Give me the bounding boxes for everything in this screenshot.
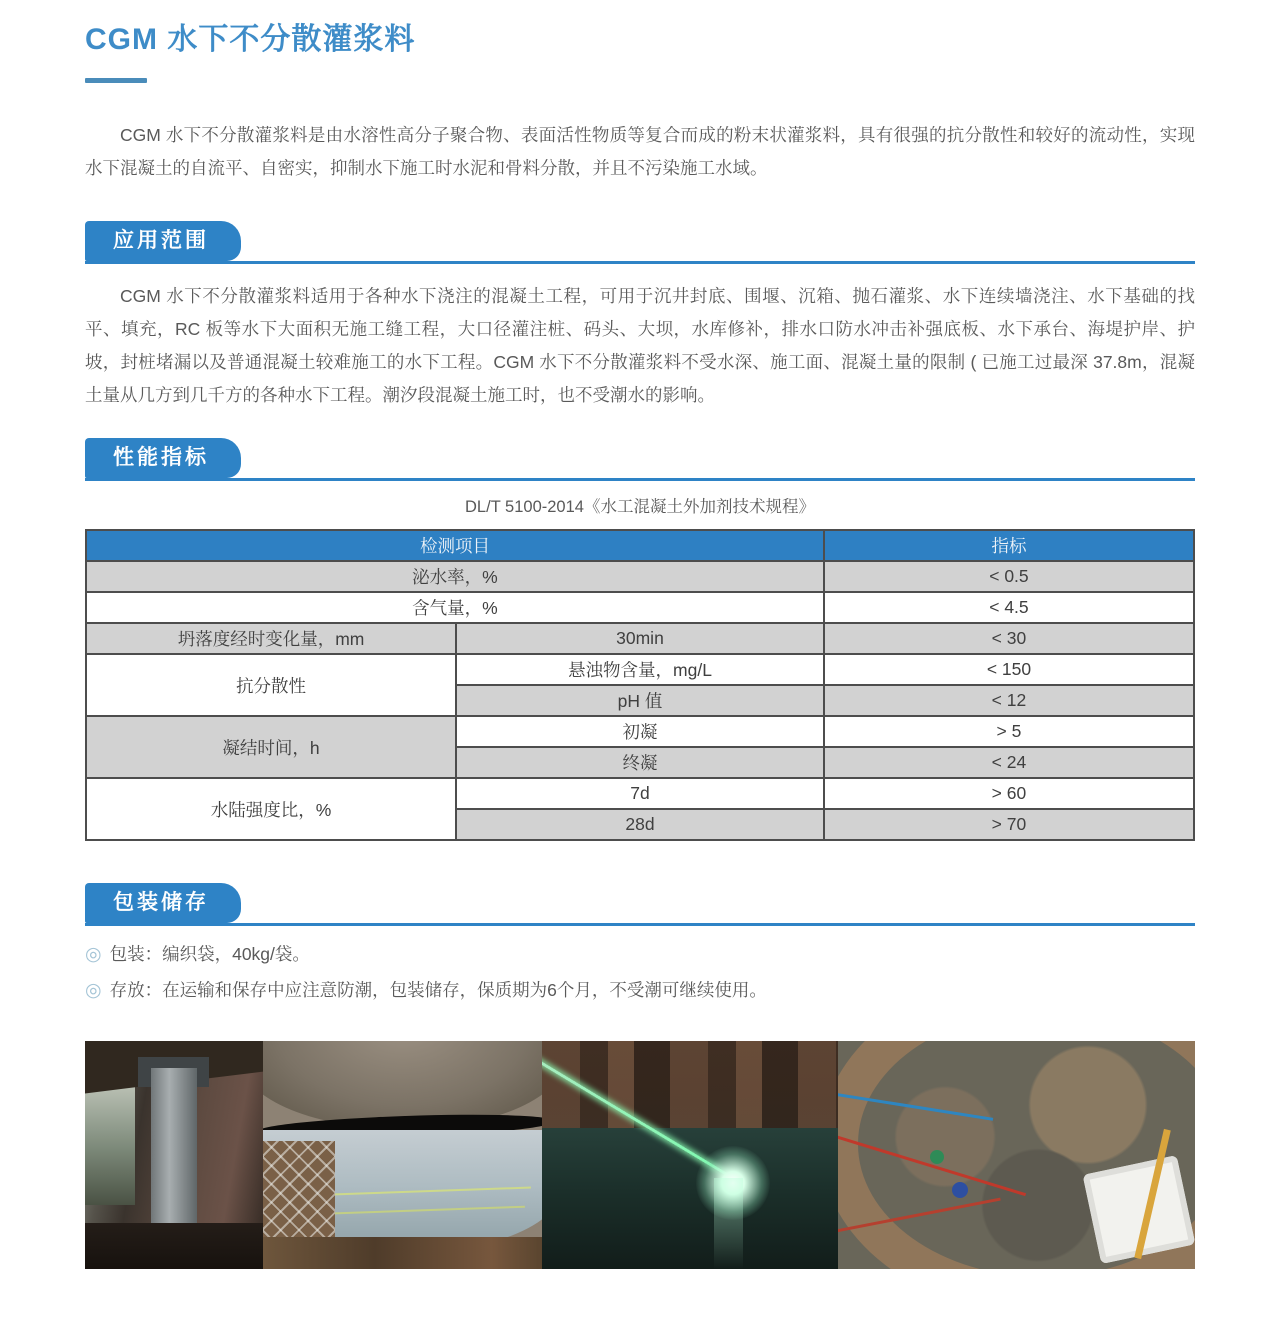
table-cell: 28d — [456, 809, 824, 840]
table-cell: 30min — [456, 623, 824, 654]
standard-caption: DL/T 5100-2014《水工混凝土外加剂技术规程》 — [465, 498, 815, 516]
col-header-index: 指标 — [824, 530, 1194, 561]
performance-table — [85, 529, 1195, 841]
section-head-packaging — [85, 883, 1195, 926]
table-row — [86, 716, 1194, 747]
table-row — [86, 561, 1194, 592]
table-cell: > 70 — [824, 809, 1194, 840]
table-cell: < 0.5 — [824, 561, 1194, 592]
table-cell: 凝结时间，h — [86, 716, 456, 778]
performance-heading-badge: 性能指标 — [85, 438, 241, 478]
table-cell: < 24 — [824, 747, 1194, 778]
bullet-text: 包装：编织袋，40kg/袋。 — [109, 944, 310, 964]
table-row — [86, 623, 1194, 654]
photo-detail — [263, 1237, 543, 1269]
table-cell: < 4.5 — [824, 592, 1194, 623]
photo-detail — [542, 1041, 837, 1128]
table-cell: 含气量，% — [86, 592, 824, 623]
table-cell: > 5 — [824, 716, 1194, 747]
table-cell: < 12 — [824, 685, 1194, 716]
intro-paragraph: CGM 水下不分散灌浆料是由水溶性高分子聚合物、表面活性物质等复合而成的粉末状灌浆料，具有很强的抗分散性和较好的流动性，实现水下混凝土的自流平、自密实，抑制水下施工时水泥和骨料分散，并且不污染施工水域。 — [85, 125, 1195, 178]
list-item — [85, 978, 1195, 1003]
table-cell: > 60 — [824, 778, 1194, 809]
photo-detail — [714, 1178, 744, 1269]
table-cell: pH 值 — [456, 685, 824, 716]
ring-bullet-icon: ◎ — [85, 980, 102, 1001]
table-cell: 终凝 — [456, 747, 824, 778]
ring-bullet-icon: ◎ — [85, 944, 102, 965]
application-heading-badge: 应用范围 — [85, 221, 241, 261]
table-cell: 悬浊物含量，mg/L — [456, 654, 824, 685]
photo-detail — [542, 1128, 837, 1269]
table-cell: 水陆强度比，% — [86, 778, 456, 840]
page-title: CGM 水下不分散灌浆料 — [85, 23, 416, 56]
photo-underwater-pile — [85, 1041, 263, 1269]
table-row — [86, 778, 1194, 809]
section-head-performance — [85, 438, 1195, 481]
table-cell: 初凝 — [456, 716, 824, 747]
photo-strip — [85, 1041, 1195, 1269]
table-row — [86, 592, 1194, 623]
section-head-application — [85, 221, 1195, 264]
list-item — [85, 942, 1195, 967]
table-cell: < 150 — [824, 654, 1194, 685]
table-header-row — [86, 530, 1194, 561]
table-cell: < 30 — [824, 623, 1194, 654]
table-row — [86, 654, 1194, 685]
photo-pier-base — [263, 1041, 543, 1269]
packaging-heading-badge: 包装储存 — [85, 883, 241, 923]
table-cell: 7d — [456, 778, 824, 809]
photo-caisson-pit — [838, 1041, 1195, 1269]
table-cell: 抗分散性 — [86, 654, 456, 716]
photo-night-laser-water — [542, 1041, 837, 1269]
title-underline — [85, 78, 147, 83]
table-cell: 坍落度经时变化量，mm — [86, 623, 456, 654]
table-cell: 泌水率，% — [86, 561, 824, 592]
bullet-text: 存放：在运输和保存中应注意防潮，包装储存，保质期为6个月，不受潮可继续使用。 — [109, 980, 767, 1000]
photo-detail — [85, 1223, 263, 1269]
col-header-item: 检测项目 — [86, 530, 824, 561]
packaging-bullet-list — [85, 942, 1195, 1003]
photo-detail — [85, 1077, 135, 1205]
photo-detail — [151, 1068, 197, 1241]
application-paragraph: CGM 水下不分散灌浆料适用于各种水下浇注的混凝土工程，可用于沉井封底、围堰、沉箱、抛石灌浆、水下连续墙浇注、水下基础的找平、填充，RC 板等水下大面积无施工缝工程，大口径灌注桩、码头、大坝，水库修补，排水口防水冲击补强底板、水下承台、海堤护岸、护坡，封桩堵漏以及普通混凝土较难施工的水下工程。CGM 水下不分散灌浆料不受水深、施工面、混凝土量的限制 ( 已施工过最深 37.8m，混凝土量从几方到几千方的各种水下工程。潮汐段混凝土施工时，也不受潮水的影响。 — [85, 286, 1195, 405]
